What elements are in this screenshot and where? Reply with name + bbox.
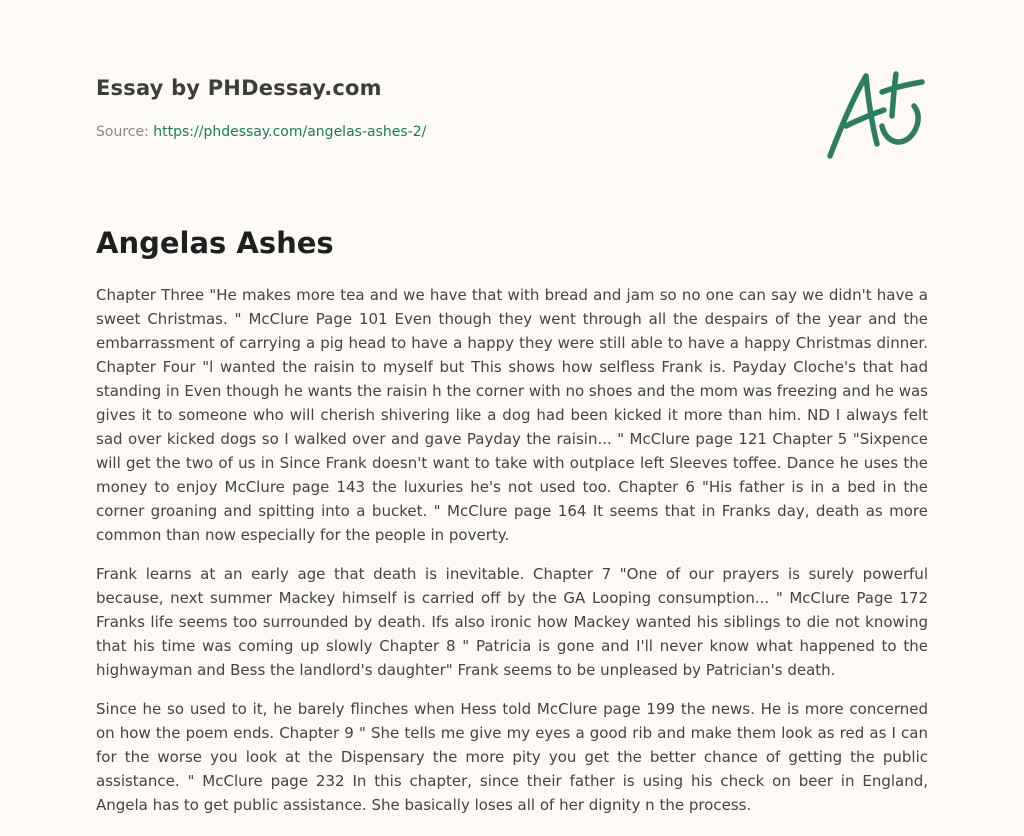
essay-paragraph: Frank learns at an early age that death is inevitable. Chapter 7 "One of our prayers is surely powerful because, next summer Mackey himself is carried off by the GA Looping consumption... " McClure Page 172 Franks life seems too surrounded by death. Ifs also ironic how Mackey wanted his siblings to die not knowing that his time was coming up slowly Chapter 8 " Patricia is gone and I'll never know what happened to the highwayman and Bess the landlord's daughter" Frank seems to be unpleased by Patrician's death.	[96, 565, 928, 679]
essay-page	[96, 0, 928, 836]
essay-title: Angelas Ashes	[96, 226, 334, 260]
essay-paragraph: Since he so used to it, he barely flinches when Hess told McClure page 199 the news. He is more concerned on how the poem ends. Chapter 9 " She tells me give my eyes a good rib and make them look as red as I can for the worse you look at the Dispensary the more pity you get the better chance of getting the public assistance. " McClure page 232 In this chapter, since their father is using his check on beer in England, Angela has to get public assistance. She basically loses all of her dignity n the process.	[96, 700, 928, 814]
source-line	[96, 124, 426, 140]
essay-body	[96, 283, 928, 832]
site-title: Essay by PHDessay.com	[96, 76, 382, 100]
source-link[interactable]: https://phdessay.com/angelas-ashes-2/	[153, 124, 427, 140]
page-header	[96, 76, 928, 186]
source-label: Source:	[96, 124, 149, 140]
a-plus-logo-icon	[824, 68, 928, 164]
essay-paragraph: Chapter Three "He makes more tea and we have that with bread and jam so no one can say we didn't have a sweet Christmas. " McClure Page 101 Even though they went through all the despairs of the year and the embarrassment of carrying a pig head to have a happy they were still able to have a happy Christmas dinner. Chapter Four "l wanted the raisin to myself but This shows how selfless Frank is. Payday Cloche's that had standing in Even though he wants the raisin h the corner with no shoes and the mom was freezing and he was gives it to someone who will cherish shivering like a dog had been kicked it more than him. ND I always felt sad over kicked dogs so I walked over and gave Payday the raisin... " McClure page 121 Chapter 5 "Sixpence will get the two of us in Since Frank doesn't want to take with outplace left Sleeves toffee. Dance he uses the money to enjoy McClure page 143 the luxuries he's not used too. Chapter 6 "His father is in a bed in the corner groaning and spitting into a bucket. " McClure page 164 It seems that in Franks day, death as more common than now especially for the people in poverty.	[96, 286, 928, 544]
